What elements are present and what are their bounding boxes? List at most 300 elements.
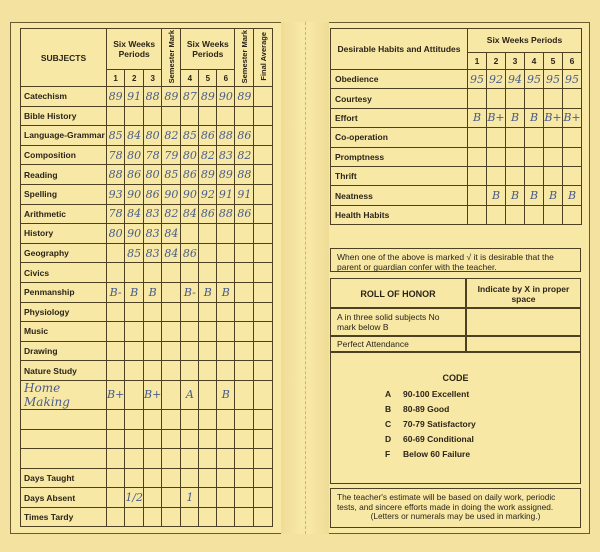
grade-cell [217, 429, 235, 449]
grade-cell [235, 263, 254, 283]
subject-label: Music [21, 322, 107, 342]
roll-criterion-2: Perfect Attendance [330, 336, 466, 352]
grade-cell [235, 341, 254, 361]
grade-cell: B+ [107, 380, 125, 409]
habit-row [331, 166, 582, 185]
grade-cell: 88 [217, 204, 235, 224]
six-weeks-header-1: Six Weeks Periods [107, 29, 162, 70]
grade-cell [181, 341, 199, 361]
grade-cell [254, 429, 273, 449]
footer-note [330, 488, 581, 528]
habit-mark-cell [468, 186, 487, 205]
habit-mark-cell [506, 166, 525, 185]
period-number: 3 [506, 52, 525, 69]
grade-cell: 86 [235, 204, 254, 224]
grade-cell [162, 263, 181, 283]
grade-cell [217, 449, 235, 469]
grade-cell [199, 449, 217, 469]
grade-cell [217, 468, 235, 488]
grade-cell [107, 341, 125, 361]
grade-cell [107, 409, 125, 429]
period-number: 4 [181, 70, 199, 87]
habit-mark-cell: 95 [525, 70, 544, 89]
six-weeks-header-2: Six Weeks Periods [181, 29, 235, 70]
periods-header: Six Weeks Periods [468, 29, 582, 53]
grade-cell: 87 [181, 87, 199, 107]
grade-cell [125, 429, 144, 449]
habit-row [331, 186, 582, 205]
parent-note: When one of the above is marked √ it is desirable that the parent or guardian confer with the teacher. [330, 248, 581, 272]
grade-cell [199, 409, 217, 429]
grade-cell [107, 106, 125, 126]
grade-cell: 93 [107, 184, 125, 204]
grade-cell [107, 322, 125, 342]
subject-label: History [21, 224, 107, 244]
grade-cell: 90 [217, 87, 235, 107]
grade-cell [235, 429, 254, 449]
habit-mark-cell [563, 89, 582, 108]
habit-mark-cell [468, 205, 487, 224]
period-number: 4 [525, 52, 544, 69]
habit-row [331, 108, 582, 127]
grade-cell [181, 106, 199, 126]
grade-cell [107, 263, 125, 283]
grade-cell [162, 361, 181, 381]
grade-cell: 92 [199, 184, 217, 204]
habit-mark-cell: 95 [544, 70, 563, 89]
grade-cell [254, 106, 273, 126]
code-key: A [385, 389, 392, 399]
grade-cell: 86 [144, 184, 162, 204]
grade-cell: 82 [162, 126, 181, 146]
grade-cell [254, 488, 273, 508]
grade-cell [254, 145, 273, 165]
subject-label: Composition [21, 145, 107, 165]
subject-label: Times Tardy [21, 507, 107, 527]
grade-cell [162, 507, 181, 527]
grade-cell [254, 322, 273, 342]
grade-cell: 80 [181, 145, 199, 165]
grade-cell [235, 106, 254, 126]
grade-cell [144, 429, 162, 449]
habit-mark-cell: B+ [487, 108, 506, 127]
code-entry [385, 389, 580, 399]
grade-cell [235, 361, 254, 381]
habit-label: Co-operation [331, 128, 468, 147]
semester-mark-header-1: Semester Mark [162, 29, 181, 87]
grade-cell [217, 224, 235, 244]
subject-row [21, 184, 273, 204]
grade-cell [144, 302, 162, 322]
habit-row [331, 147, 582, 166]
code-legend [330, 352, 581, 484]
code-key: B [385, 404, 392, 414]
roll-criterion-1: A in three solid subjects No mark below B [330, 308, 466, 336]
habit-mark-cell: B [487, 186, 506, 205]
habit-mark-cell: 95 [563, 70, 582, 89]
habit-mark-cell [487, 166, 506, 185]
grade-cell [199, 243, 217, 263]
subject-label: Penmanship [21, 282, 107, 302]
grade-cell: B- [107, 282, 125, 302]
period-number: 5 [544, 52, 563, 69]
subject-label: Nature Study [21, 361, 107, 381]
grade-cell [107, 468, 125, 488]
habit-mark-cell: B [506, 186, 525, 205]
habit-mark-cell [487, 89, 506, 108]
grade-cell [144, 507, 162, 527]
grade-cell: 89 [235, 87, 254, 107]
grade-cell: 85 [162, 165, 181, 185]
habit-mark-cell [544, 147, 563, 166]
grade-cell [181, 468, 199, 488]
grade-cell [162, 488, 181, 508]
grade-cell [254, 449, 273, 469]
code-entry [385, 419, 580, 429]
grade-cell [162, 468, 181, 488]
grade-cell [199, 380, 217, 409]
subject-label: Civics [21, 263, 107, 283]
grade-cell [254, 468, 273, 488]
period-number: 5 [199, 70, 217, 87]
roll-marks-1 [466, 308, 581, 336]
grade-cell: 86 [199, 126, 217, 146]
period-number: 1 [107, 70, 125, 87]
grade-cell: B [217, 282, 235, 302]
grade-cell [125, 322, 144, 342]
habit-mark-cell [525, 205, 544, 224]
grade-cell: 86 [199, 204, 217, 224]
grade-cell: 88 [144, 87, 162, 107]
grade-cell: 80 [144, 165, 162, 185]
subject-label [21, 429, 107, 449]
code-title: CODE [442, 373, 469, 383]
footer-text: The teacher's estimate will be based on daily work, periodic tests, and sincere efforts made in doing the work assigned. [337, 492, 556, 512]
grade-cell: 1 [181, 488, 199, 508]
habit-mark-cell: B+ [544, 108, 563, 127]
subject-row [21, 282, 273, 302]
subject-row [21, 322, 273, 342]
period-number: 3 [144, 70, 162, 87]
roll-of-honor-title: ROLL OF HONOR [330, 278, 466, 308]
grade-cell: 90 [125, 224, 144, 244]
footer-text-2: (Letters or numerals may be used in marking.) [370, 511, 541, 521]
subject-label [21, 449, 107, 469]
habit-row [331, 70, 582, 89]
habit-mark-cell [506, 128, 525, 147]
habit-mark-cell [544, 166, 563, 185]
grade-cell [254, 243, 273, 263]
grade-cell [162, 449, 181, 469]
grade-cell [199, 224, 217, 244]
grade-cell: 78 [107, 145, 125, 165]
code-entry [385, 404, 580, 414]
subject-row [21, 341, 273, 361]
grade-cell [144, 106, 162, 126]
habit-mark-cell: B [506, 108, 525, 127]
period-number: 6 [563, 52, 582, 69]
grade-cell: 1/2 [125, 488, 144, 508]
subject-row [21, 468, 273, 488]
grade-cell: 83 [144, 224, 162, 244]
final-average-header: Final Average [254, 29, 273, 87]
grade-cell: 82 [199, 145, 217, 165]
code-entry [385, 434, 580, 444]
grade-cell [254, 302, 273, 322]
grade-cell [162, 380, 181, 409]
grade-cell [107, 302, 125, 322]
grade-cell: 84 [125, 204, 144, 224]
grade-cell [199, 468, 217, 488]
grade-cell: 80 [144, 126, 162, 146]
grade-cell [254, 263, 273, 283]
semester-mark-header-2: Semester Mark [235, 29, 254, 87]
grade-cell [217, 409, 235, 429]
grade-cell: B [199, 282, 217, 302]
grade-cell [254, 87, 273, 107]
grade-cell [181, 409, 199, 429]
code-text: 60-69 Conditional [403, 434, 474, 444]
code-text: 90-100 Excellent [403, 389, 470, 399]
period-number: 2 [487, 52, 506, 69]
subject-label: Days Taught [21, 468, 107, 488]
habit-row [331, 89, 582, 108]
grade-cell [181, 263, 199, 283]
grade-cell: 84 [162, 224, 181, 244]
grade-cell [254, 184, 273, 204]
code-text: 70-79 Satisfactory [403, 419, 476, 429]
grade-cell [254, 165, 273, 185]
grade-cell [254, 507, 273, 527]
grade-cell [235, 282, 254, 302]
code-text: 80-89 Good [403, 404, 450, 414]
grade-cell [125, 507, 144, 527]
grade-cell [144, 488, 162, 508]
habit-mark-cell [506, 147, 525, 166]
habit-mark-cell [468, 89, 487, 108]
grade-cell: 84 [162, 243, 181, 263]
grade-cell [199, 507, 217, 527]
habit-mark-cell [468, 128, 487, 147]
grade-cell [199, 488, 217, 508]
grade-cell [217, 243, 235, 263]
habit-mark-cell [487, 205, 506, 224]
grade-cell [181, 449, 199, 469]
subject-row [21, 449, 273, 469]
subject-label: Drawing [21, 341, 107, 361]
subject-label: Bible History [21, 106, 107, 126]
period-number: 1 [468, 52, 487, 69]
subject-row [21, 87, 273, 107]
code-key: C [385, 419, 392, 429]
grade-cell: 80 [107, 224, 125, 244]
indicate-note: Indicate by X in proper space [466, 278, 581, 308]
subject-row [21, 106, 273, 126]
grade-cell [125, 302, 144, 322]
grade-cell [235, 224, 254, 244]
subject-row [21, 361, 273, 381]
habit-mark-cell [525, 89, 544, 108]
grade-cell [199, 302, 217, 322]
grade-cell: 89 [107, 87, 125, 107]
grade-cell: 90 [162, 184, 181, 204]
grade-cell [217, 488, 235, 508]
habit-mark-cell [506, 89, 525, 108]
habits-table [330, 28, 582, 225]
subject-label: Days Absent [21, 488, 107, 508]
grade-cell [125, 106, 144, 126]
grade-cell [144, 322, 162, 342]
grade-cell: 85 [181, 126, 199, 146]
grade-cell: 89 [199, 165, 217, 185]
habit-mark-cell [544, 128, 563, 147]
grade-cell [181, 429, 199, 449]
grade-cell [254, 341, 273, 361]
grade-cell [144, 341, 162, 361]
grade-cell: 80 [125, 145, 144, 165]
habit-label: Courtesy [331, 89, 468, 108]
subject-row [21, 507, 273, 527]
grade-cell: 79 [162, 145, 181, 165]
subject-row [21, 126, 273, 146]
grade-cell: 82 [162, 204, 181, 224]
grade-cell [107, 429, 125, 449]
grade-cell [254, 204, 273, 224]
habit-label: Effort [331, 108, 468, 127]
habit-label: Obedience [331, 70, 468, 89]
subject-row [21, 409, 273, 429]
grade-cell: 82 [235, 145, 254, 165]
grade-cell [181, 361, 199, 381]
grade-cell: B [144, 282, 162, 302]
habit-mark-cell [544, 205, 563, 224]
period-number: 2 [125, 70, 144, 87]
habit-mark-cell [468, 147, 487, 166]
grade-cell [162, 409, 181, 429]
habit-label: Health Habits [331, 205, 468, 224]
habit-mark-cell [487, 128, 506, 147]
subject-row [21, 263, 273, 283]
habit-mark-cell [525, 128, 544, 147]
grade-cell: 83 [217, 145, 235, 165]
grade-cell [254, 361, 273, 381]
habit-mark-cell [563, 128, 582, 147]
habits-header: Desirable Habits and Attitudes [331, 29, 468, 70]
grade-cell: 88 [107, 165, 125, 185]
grade-cell [235, 507, 254, 527]
habit-mark-cell [563, 147, 582, 166]
subject-label: Arithmetic [21, 204, 107, 224]
habit-mark-cell [544, 89, 563, 108]
period-number: 6 [217, 70, 235, 87]
grade-cell [217, 302, 235, 322]
grade-cell [107, 243, 125, 263]
grade-cell [235, 380, 254, 409]
subject-row [21, 302, 273, 322]
grade-cell: 84 [181, 204, 199, 224]
subject-label: Language-Grammar [21, 126, 107, 146]
grade-cell: 89 [199, 87, 217, 107]
grade-cell [254, 126, 273, 146]
grade-cell [125, 361, 144, 381]
grade-cell [217, 322, 235, 342]
grade-cell [199, 322, 217, 342]
grade-cell [217, 106, 235, 126]
grade-cell: 89 [162, 87, 181, 107]
habit-mark-cell: B [525, 108, 544, 127]
grade-cell [125, 263, 144, 283]
grade-cell [199, 106, 217, 126]
habit-mark-cell [525, 147, 544, 166]
subject-row [21, 204, 273, 224]
grade-cell: A [181, 380, 199, 409]
grade-cell [235, 468, 254, 488]
habit-mark-cell: B [525, 186, 544, 205]
subject-label: Home Making [21, 380, 107, 409]
grade-cell [107, 488, 125, 508]
grade-cell: 88 [235, 165, 254, 185]
grade-cell [181, 322, 199, 342]
subject-row [21, 488, 273, 508]
grade-cell [235, 322, 254, 342]
grade-cell [125, 380, 144, 409]
grade-cell: 86 [181, 165, 199, 185]
code-text: Below 60 Failure [403, 449, 471, 459]
grade-cell [235, 488, 254, 508]
grade-cell: B [125, 282, 144, 302]
grade-cell [181, 302, 199, 322]
grade-cell [144, 449, 162, 469]
habit-mark-cell: B+ [563, 108, 582, 127]
grade-cell [254, 282, 273, 302]
grade-cell [125, 449, 144, 469]
roll-marks-2 [466, 336, 581, 352]
subject-row [21, 165, 273, 185]
habit-mark-cell [487, 147, 506, 166]
grade-cell: 91 [125, 87, 144, 107]
grade-cell [144, 361, 162, 381]
subject-label: Spelling [21, 184, 107, 204]
grade-cell [181, 507, 199, 527]
grade-cell [254, 224, 273, 244]
grade-cell [217, 361, 235, 381]
grade-cell: B [217, 380, 235, 409]
habit-mark-cell: 94 [506, 70, 525, 89]
habit-mark-cell: B [544, 186, 563, 205]
grade-cell [144, 409, 162, 429]
grade-cell [107, 449, 125, 469]
grade-cell: 89 [217, 165, 235, 185]
grade-cell: 91 [217, 184, 235, 204]
subject-row [21, 380, 273, 409]
habit-mark-cell: B [563, 186, 582, 205]
grade-cell [254, 409, 273, 429]
grade-cell [181, 224, 199, 244]
grade-cell: 86 [235, 126, 254, 146]
habit-label: Neatness [331, 186, 468, 205]
grade-cell [235, 243, 254, 263]
grade-cell: 78 [107, 204, 125, 224]
grade-cell [199, 263, 217, 283]
grade-cell [107, 507, 125, 527]
grade-cell [199, 361, 217, 381]
fold-line [305, 22, 306, 534]
code-key: F [385, 449, 391, 459]
habit-label: Promptness [331, 147, 468, 166]
grade-cell [217, 263, 235, 283]
grade-cell [199, 429, 217, 449]
subject-row [21, 429, 273, 449]
